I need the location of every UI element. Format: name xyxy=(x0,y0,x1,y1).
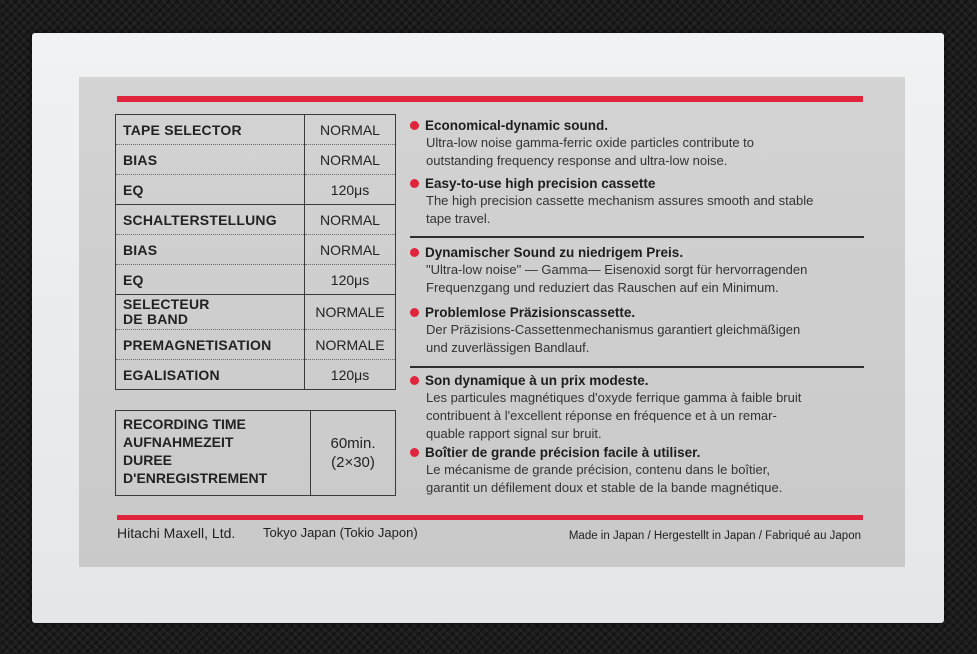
language-divider xyxy=(410,236,864,238)
spec-row xyxy=(116,330,396,360)
feature-text xyxy=(426,261,862,297)
feature-line: The high precision cassette mechanism assures smooth and stable xyxy=(426,193,814,208)
feature-line: Le mécanisme de grande précision, contenu dans le boîtier, xyxy=(426,462,770,477)
spec-row xyxy=(116,235,396,265)
spec-row xyxy=(116,205,396,235)
feature-title xyxy=(410,118,862,133)
feature-block xyxy=(410,118,862,170)
feature-text xyxy=(426,192,862,228)
feature-block xyxy=(410,445,862,497)
red-bullet-icon xyxy=(410,179,419,188)
recording-time-label: RECORDING TIME xyxy=(123,416,246,432)
feature-text xyxy=(426,134,862,170)
feature-title-text: Dynamischer Sound zu niedrigem Preis. xyxy=(425,245,684,260)
feature-title-text: Boîtier de grande précision facile à utiliser. xyxy=(425,445,701,460)
feature-block xyxy=(410,305,862,357)
feature-line: Les particules magnétiques d'oxyde ferrique gamma à faible bruit xyxy=(426,390,802,405)
spec-row xyxy=(116,295,396,330)
feature-line: contribuent à l'excellent réponse en fréquence et à un remar- xyxy=(426,408,777,423)
feature-text xyxy=(426,321,862,357)
spec-table xyxy=(115,114,396,390)
feature-title xyxy=(410,373,862,388)
manufacturer-name: Hitachi Maxell, Ltd. xyxy=(117,525,236,541)
spec-value: NORMALE xyxy=(305,295,396,330)
spec-label-line: DE BAND xyxy=(123,311,189,327)
spec-label: BIAS xyxy=(116,235,305,265)
spec-value: 120μs xyxy=(305,175,396,205)
red-bullet-icon xyxy=(410,121,419,130)
feature-title xyxy=(410,305,862,320)
feature-line: tape travel. xyxy=(426,211,491,226)
spec-value: 120μs xyxy=(330,366,370,383)
feature-line: Ultra-low noise gamma-ferric oxide particles contribute to xyxy=(426,135,755,150)
feature-line: und zuverlässigen Bandlauf. xyxy=(426,340,590,355)
feature-line: outstanding frequency response and ultra-low noise. xyxy=(426,153,728,168)
spec-label: EGALISATION xyxy=(116,360,305,390)
feature-title xyxy=(410,445,862,460)
spec-row xyxy=(116,175,396,205)
bottom-red-stripe xyxy=(117,515,863,520)
red-bullet-icon xyxy=(410,448,419,457)
feature-title-text: Son dynamique à un prix modeste. xyxy=(425,373,649,388)
spec-value: NORMALE xyxy=(305,330,396,360)
feature-title-text: Problemlose Präzisionscassette. xyxy=(425,305,636,320)
spec-label: EQ xyxy=(116,175,305,205)
spec-label: TAPE SELECTOR xyxy=(116,115,305,145)
feature-line: Frequenzgang und reduziert das Rauschen auf ein Minimum. xyxy=(426,280,779,295)
recording-time-label: DUREE xyxy=(123,452,173,468)
spec-value: NORMAL xyxy=(305,205,396,235)
manufacturer-city: Tokyo Japan (Tokio Japon) xyxy=(263,525,418,540)
language-divider xyxy=(410,366,864,368)
recording-time-minutes: 60min. xyxy=(330,435,376,452)
spec-row xyxy=(116,265,396,295)
feature-text xyxy=(426,461,862,497)
feature-title xyxy=(410,176,862,191)
red-bullet-icon xyxy=(410,376,419,385)
spec-row xyxy=(116,360,396,390)
feature-line: "Ultra-low noise" — Gamma— Eisenoxid sorgt für hervorragenden xyxy=(426,262,808,277)
spec-value: 120μs xyxy=(305,265,396,295)
feature-block xyxy=(410,176,862,228)
feature-block xyxy=(410,245,862,297)
feature-line: garantit un défilement doux et stable de la bande magnétique. xyxy=(426,480,783,495)
feature-title xyxy=(410,245,862,260)
red-bullet-icon xyxy=(410,248,419,257)
feature-line: quable rapport signal sur bruit. xyxy=(426,426,602,441)
spec-label: PREMAGNETISATION xyxy=(116,330,305,360)
recording-time-label: AUFNAHMEZEIT xyxy=(123,434,234,450)
feature-title-text: Easy-to-use high precision cassette xyxy=(425,176,656,191)
red-bullet-icon xyxy=(410,308,419,317)
recording-time-value xyxy=(311,411,395,495)
spec-label-line: SELECTEUR xyxy=(123,296,210,312)
made-in-label: Made in Japan / Hergestellt in Japan / Fabriqué au Japon xyxy=(568,530,861,542)
recording-time-labels xyxy=(116,411,311,495)
recording-time-sides: (2×30) xyxy=(331,454,375,471)
feature-text xyxy=(426,389,862,443)
spec-label: SCHALTERSTELLUNG xyxy=(116,205,305,235)
spec-row xyxy=(116,145,396,175)
feature-block xyxy=(410,373,862,443)
spec-value: NORMAL xyxy=(305,145,396,175)
spec-label: EQ xyxy=(116,265,305,295)
spec-value: NORMAL xyxy=(305,235,396,265)
spec-label xyxy=(116,295,305,330)
feature-line: Der Präzisions-Cassettenmechanismus garantiert gleichmäßigen xyxy=(426,322,801,337)
top-red-stripe xyxy=(117,96,863,102)
feature-title-text: Economical-dynamic sound. xyxy=(425,118,609,133)
recording-time-box xyxy=(115,410,396,496)
spec-value: NORMAL xyxy=(305,115,396,145)
recording-time-label: D'ENREGISTREMENT xyxy=(123,470,268,486)
spec-row xyxy=(116,115,396,145)
spec-label: BIAS xyxy=(116,145,305,175)
